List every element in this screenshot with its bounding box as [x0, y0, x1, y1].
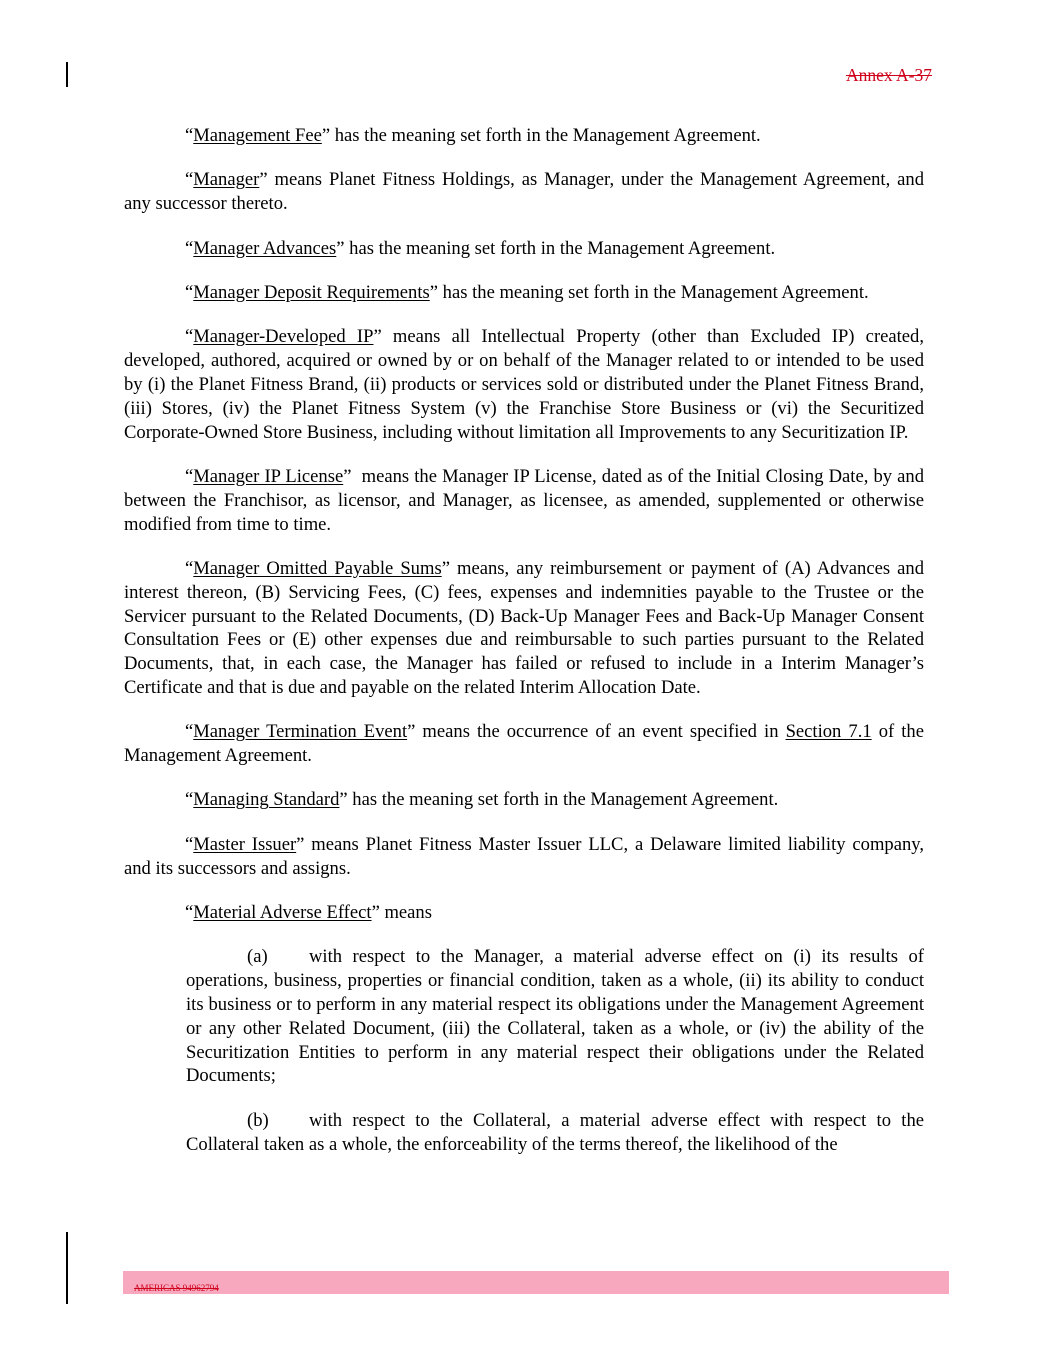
subclause-label: (b) — [247, 1109, 269, 1131]
definition-managing-standard: “Managing Standard” has the meaning set forth in the Management Agreement. — [185, 789, 779, 811]
subclause-text: with respect to the Collateral, a material adverse effect with respect to the Collateral taken as a whole, the enforceability of the terms thereof, the likelihood of the — [186, 1109, 924, 1155]
defined-term: Manager Termination Event — [193, 721, 408, 743]
definition-manager-ip-license: “Manager IP License” means the Manager IP License, dated as of the Initial Closing Date, by and between the Franchisor, as licensor, and Manager, as licensee, as amended, supplemented or otherwise modified from time to time. — [124, 465, 929, 535]
defined-term: Manager Advances — [193, 237, 337, 259]
defined-term: Manager Omitted Payable Sums — [193, 557, 442, 579]
definition-manager-termination-event: “Manager Termination Event” means the occurrence of an event specified in Section 7.1 of the Management Agreement. — [124, 721, 924, 767]
definition-manager-omitted-payable-sums: “Manager Omitted Payable Sums” means, any reimbursement or payment of (A) Advances and interest thereon, (B) Servicing Fees, (C) fees, expenses and indemnities payable to the Trustee or the Servicer pursuant to the Related Documents, (D) Back-Up Manager Fees and Back-Up Manager Consent Consultation Fees or (E) other expenses due and reimbursable to such parties pursuant to the Related Documents, that, in each case, the Manager has failed or refused to include in a Interim Manager’s Certificate and that is due and payable on the related Interim Allocation Date. — [124, 557, 925, 698]
subclause-label: (a) — [247, 946, 268, 968]
change-bar-bottom — [66, 1232, 68, 1304]
defined-term: Master Issuer — [193, 833, 297, 855]
defined-term: Material Adverse Effect — [193, 902, 372, 924]
defined-term: Manager IP License — [193, 465, 344, 487]
change-bar-top — [66, 62, 68, 87]
definition-master-issuer: “Master Issuer” means Planet Fitness Master Issuer LLC, a Delaware limited liability company, and its successors and assigns. — [124, 833, 925, 879]
document-body — [124, 124, 929, 1156]
defined-term: Managing Standard — [193, 789, 340, 811]
footer-document-id: AMERICAS 94962794 — [134, 1283, 219, 1293]
annex-page-label: Annex A-37 — [845, 65, 932, 85]
definition-material-adverse-effect: “Material Adverse Effect” means — [185, 902, 432, 924]
defined-term: Management Fee — [193, 125, 322, 146]
definition-manager-advances: “Manager Advances” has the meaning set forth in the Management Agreement. — [185, 237, 776, 259]
definition-manager: “Manager” means Planet Fitness Holdings, as Manager, under the Management Agreement, and any successor thereto. — [124, 169, 924, 215]
subclause-text: with respect to the Manager, a material adverse effect on (i) its results of operations, business, properties or financial condition, taken as a whole, (ii) its ability to conduct its business or to perform in any material respect its obligations under the Management Agreement or any other Related Document, (iii) the Collateral, taken as a whole, or (iv) the ability of the Securitization Entities to perform in any material respect their obligations under the Related Documents; — [186, 946, 924, 1087]
section-reference-link[interactable]: Section 7.1 — [785, 721, 872, 743]
subclause-b — [186, 1109, 924, 1157]
defined-term: Manager Deposit Requirements — [193, 281, 430, 303]
definition-management-fee: “Management Fee” has the meaning set forth in the Management Agreement. — [185, 125, 761, 146]
defined-term: Manager-Developed IP — [193, 326, 374, 348]
defined-term: Manager — [193, 169, 260, 191]
definition-manager-deposit-requirements: “Manager Deposit Requirements” has the meaning set forth in the Management Agreement. — [185, 281, 869, 303]
definition-manager-developed-ip: “Manager-Developed IP” means all Intellectual Property (other than Excluded IP) created, developed, authored, acquired or owned by or on behalf of the Manager related to or intended to be used by (i) the Planet Fitness Brand, (ii) products or services sold or distributed under the Planet Fitness Brand, (iii) Stores, (iv) the Planet Fitness System (v) the Franchise Store Business or (vi) the Securitized Corporate-Owned Store Business, including without limitation all Improvements to any Securitization IP. — [124, 326, 925, 443]
footer-band — [123, 1271, 949, 1294]
subclause-a — [186, 945, 924, 1088]
